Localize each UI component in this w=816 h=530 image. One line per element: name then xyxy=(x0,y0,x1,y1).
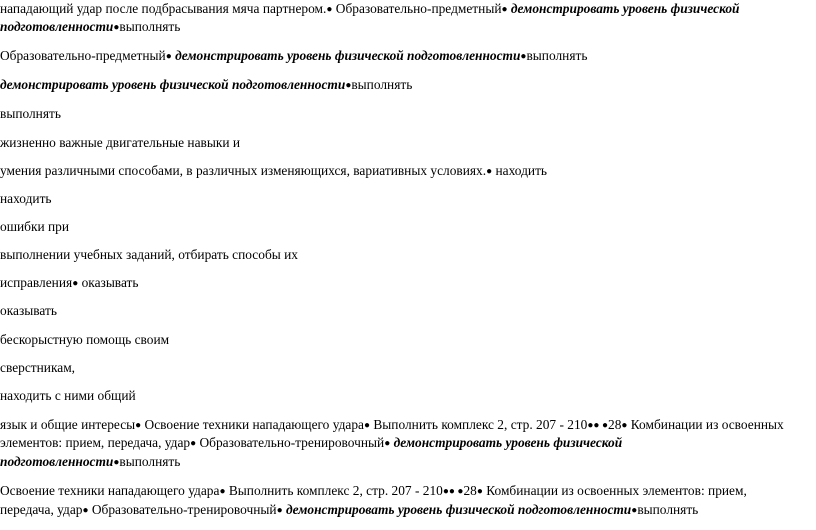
bullet-icon: ● xyxy=(476,486,483,497)
bullet-icon: ● xyxy=(345,80,352,91)
text-line xyxy=(0,105,61,123)
bullet-icon: ● xyxy=(486,166,493,177)
bullet-icon: ● xyxy=(165,51,172,62)
text: Образовательно-тренировочный xyxy=(196,435,385,450)
bullet-icon: ● xyxy=(384,438,391,449)
text: выполнении учебных заданий, отбирать способы их xyxy=(0,247,298,262)
bullet-icon: ●● ● xyxy=(587,420,608,431)
text: Комбинации из освоенных xyxy=(627,417,784,432)
text: Выполнить комплекс 2, стр. 207 - 210 xyxy=(225,483,443,498)
text-line xyxy=(0,302,57,320)
text-line xyxy=(0,331,169,349)
text-line xyxy=(0,359,75,377)
text: язык и общие интересы xyxy=(0,417,136,432)
text: Образовательно-предметный xyxy=(0,48,166,63)
text: передача, удар xyxy=(0,502,83,517)
bullet-icon: ● xyxy=(520,51,527,62)
text-line xyxy=(0,434,622,453)
text: Освоение техники нападающего удара xyxy=(0,483,220,498)
bullet-icon: ● xyxy=(631,505,638,516)
text: элементов: прием, передача, удар xyxy=(0,435,191,450)
text: сверстникам, xyxy=(0,360,76,375)
text: находить xyxy=(0,191,52,206)
text: бескорыстную помощь своим xyxy=(0,332,170,347)
text-line xyxy=(0,246,298,264)
text-line xyxy=(0,47,587,66)
text: выполнять xyxy=(526,48,588,63)
text: Освоение техники нападающего удара xyxy=(141,417,364,432)
bullet-icon: ● xyxy=(82,505,89,516)
bullet-icon: ● xyxy=(326,4,333,15)
text: 28 xyxy=(463,483,477,498)
text: выполнять xyxy=(119,454,181,469)
bold-italic-text: демонстрировать уровень физической подготовленности xyxy=(0,77,346,92)
text: нападающий удар после подбрасывания мяча партнером. xyxy=(0,1,327,16)
text: выполнять xyxy=(637,502,699,517)
text: Образовательно-тренировочный xyxy=(88,502,277,517)
bold-italic-text: демонстрировать уровень физической подготовленности xyxy=(282,502,632,517)
text: Комбинации из освоенных элементов: прием, xyxy=(482,483,747,498)
bold-italic-text: демонстрировать уровень физической подготовленности xyxy=(171,48,521,63)
bullet-icon: ● xyxy=(363,420,371,431)
text-line xyxy=(0,0,740,19)
bullet-icon: ● xyxy=(113,22,120,33)
bold-italic-text: демонстрировать уровень физической xyxy=(507,1,740,16)
text: оказывать xyxy=(0,303,57,318)
bullet-icon: ● xyxy=(135,420,142,431)
text-line xyxy=(0,387,136,405)
text-line xyxy=(0,218,69,236)
text: умения различными способами, в различных изменяющихся, вариативных условиях. xyxy=(0,163,487,178)
text: выполнять xyxy=(0,106,61,121)
text: Образовательно-предметный xyxy=(332,1,502,16)
text: выполнять xyxy=(119,19,181,34)
bullet-icon: ● xyxy=(219,486,226,497)
text-line xyxy=(0,274,139,293)
bold-italic-text: демонстрировать уровень физической xyxy=(390,435,623,450)
bullet-icon: ● xyxy=(113,457,120,468)
text-line xyxy=(0,162,547,181)
bullet-icon: ● xyxy=(72,278,79,289)
text-line xyxy=(0,501,698,520)
text-line xyxy=(0,190,52,208)
bold-italic-text: подготовленности xyxy=(0,19,114,34)
text-line xyxy=(0,416,784,435)
bullet-icon: ●● ● xyxy=(442,486,464,497)
text: исправления xyxy=(0,275,73,290)
text-line xyxy=(0,134,240,152)
bold-italic-text: подготовленности xyxy=(0,454,114,469)
text: жизненно важные двигательные навыки и xyxy=(0,135,241,150)
text-line xyxy=(0,76,412,95)
bullet-icon: ● xyxy=(276,505,283,516)
bullet-icon: ● xyxy=(501,4,508,15)
text: находить с ними общий xyxy=(0,388,136,403)
text: Выполнить комплекс 2, стр. 207 - 210 xyxy=(370,417,588,432)
bullet-icon: ● xyxy=(190,438,197,449)
text: находить xyxy=(492,163,548,178)
text-line xyxy=(0,453,180,472)
text: оказывать xyxy=(78,275,139,290)
text: 28 xyxy=(608,417,622,432)
text-line xyxy=(0,482,747,501)
text-line xyxy=(0,18,180,37)
text: ошибки при xyxy=(0,219,70,234)
bullet-icon: ● xyxy=(621,420,628,431)
text: выполнять xyxy=(351,77,413,92)
